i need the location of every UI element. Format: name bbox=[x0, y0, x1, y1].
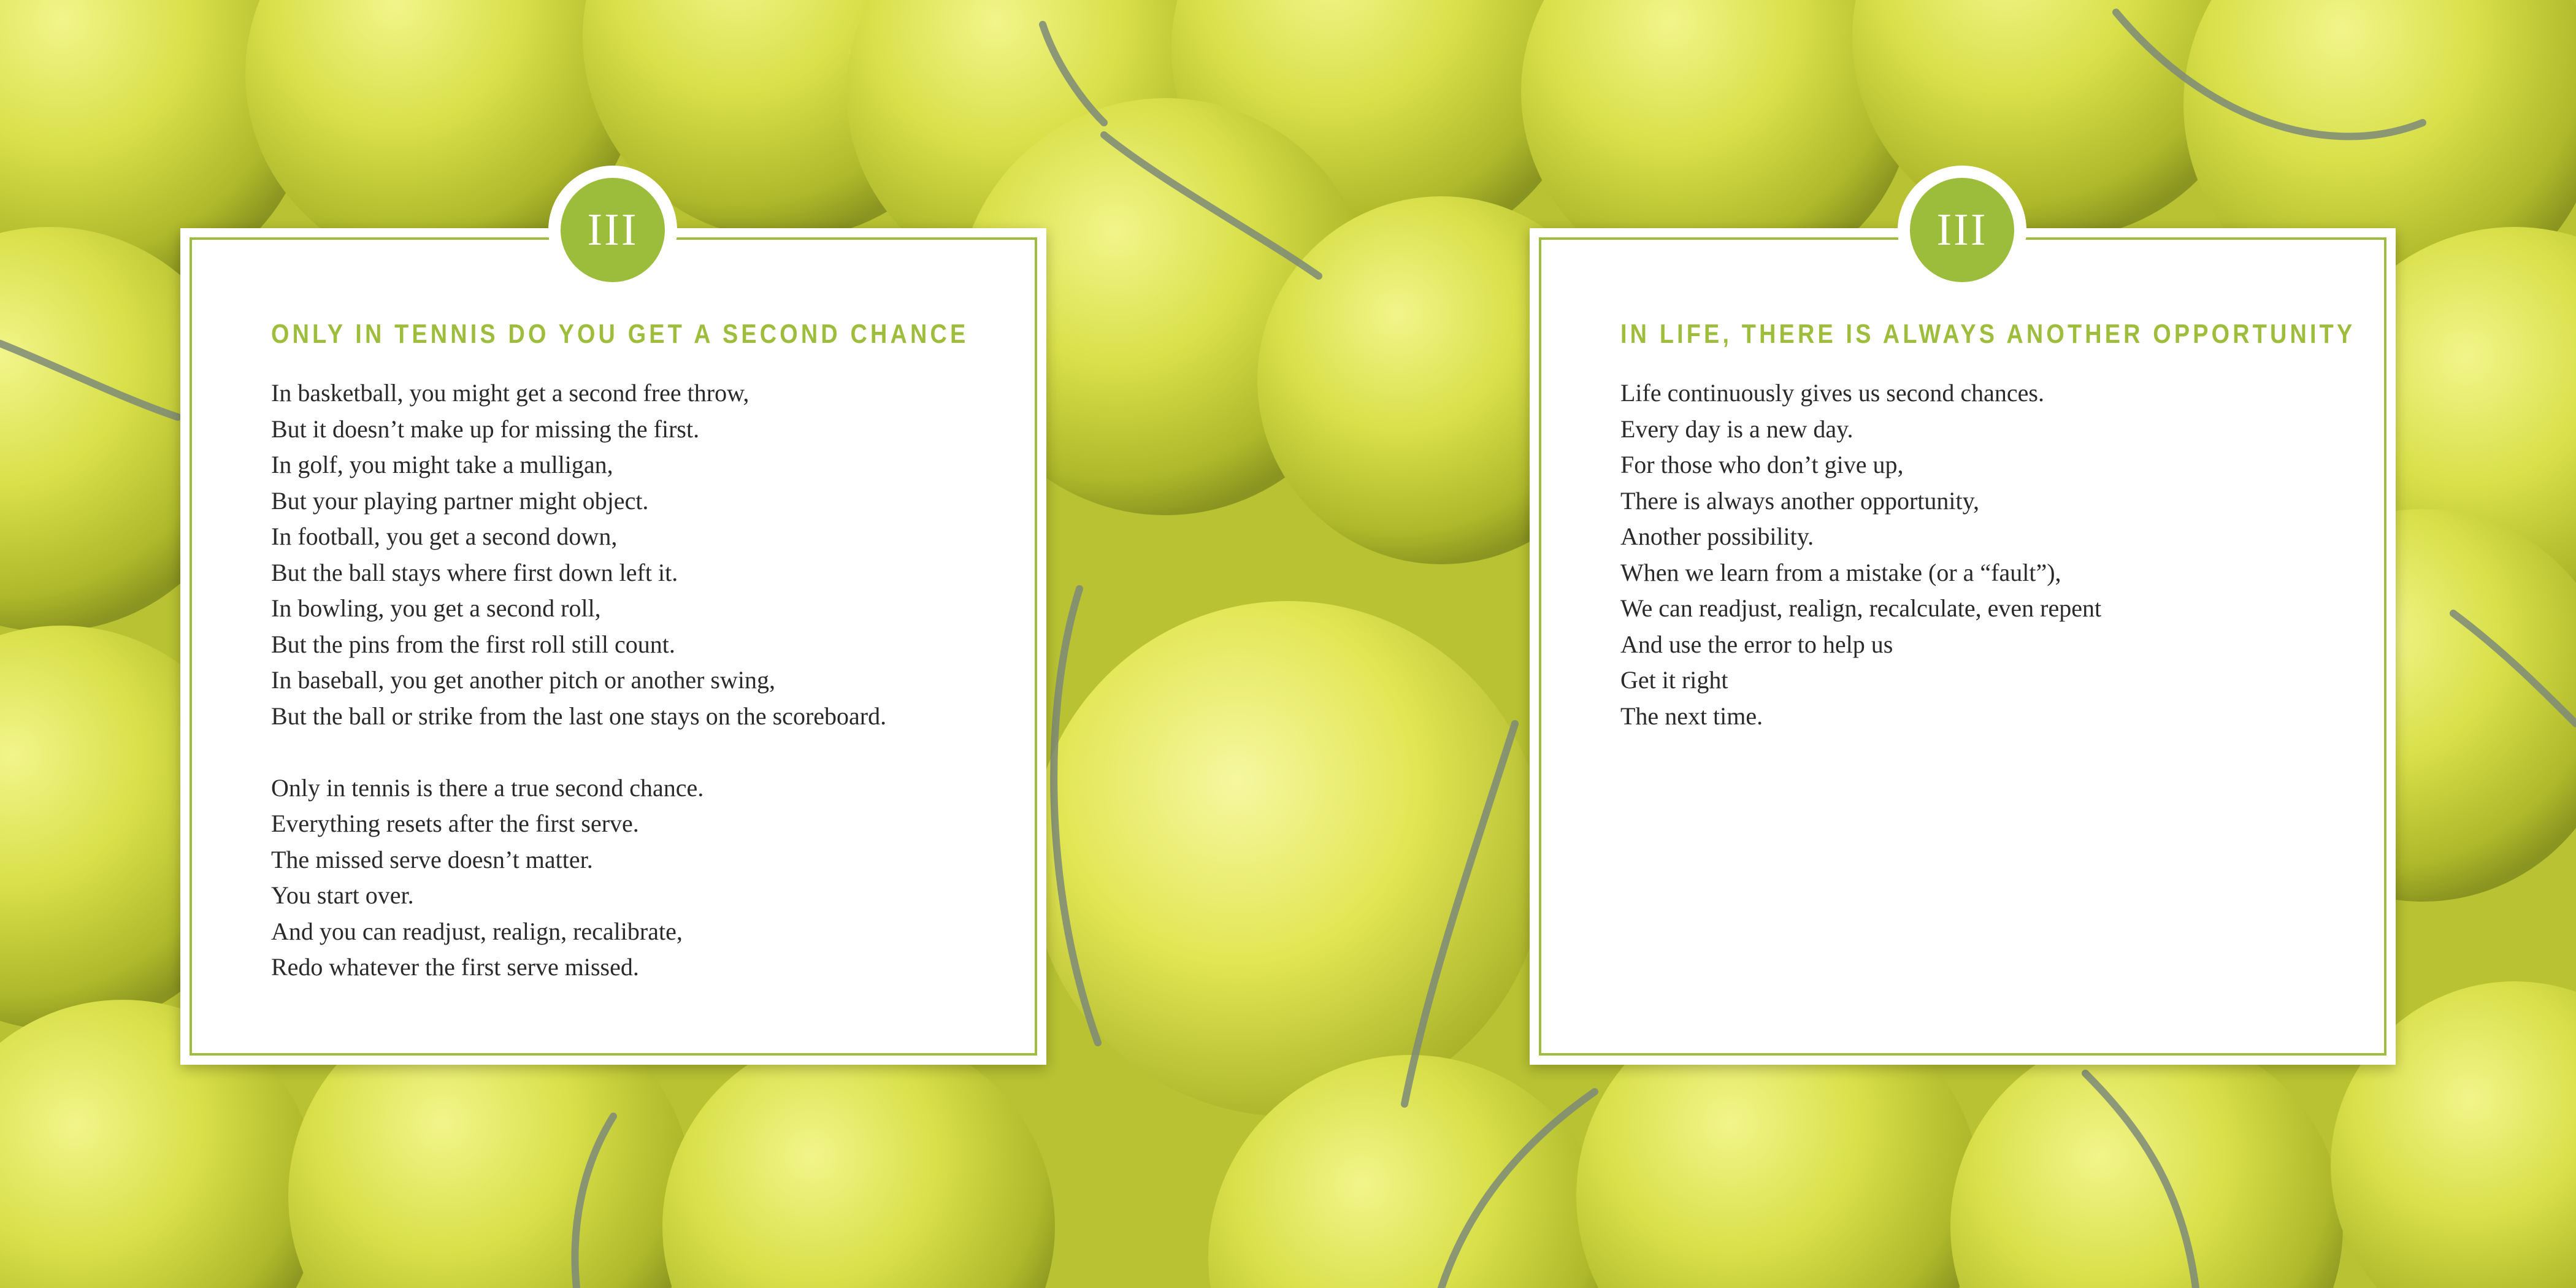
poem-line: But the pins from the first roll still count. bbox=[271, 630, 675, 658]
poem-line: We can readjust, realign, recalculate, even repent bbox=[1620, 594, 2102, 622]
poem-text bbox=[271, 375, 1019, 986]
poem-line: You start over. bbox=[271, 881, 414, 909]
poem-line: When we learn from a mistake (or a “fault”), bbox=[1620, 558, 2061, 586]
poem-line: Another possibility. bbox=[1620, 523, 1814, 550]
poem-line: The next time. bbox=[1620, 702, 1763, 730]
poem-line: In golf, you might take a mulligan, bbox=[271, 451, 613, 478]
poem-line: In bowling, you get a second roll, bbox=[271, 594, 601, 622]
poem-line: But the ball stays where first down left it. bbox=[271, 558, 678, 586]
right-card bbox=[1530, 204, 2396, 1065]
poem-line: In basketball, you might get a second free throw, bbox=[271, 379, 749, 407]
poem-line: But it doesn’t make up for missing the first. bbox=[271, 415, 700, 443]
poem-text bbox=[1620, 375, 2369, 734]
card-heading: ONLY IN TENNIS DO YOU GET A SECOND CHANCE bbox=[271, 319, 969, 349]
poem-line: But your playing partner might object. bbox=[271, 486, 649, 515]
poem-line: The missed serve doesn’t matter. bbox=[271, 845, 593, 873]
poem-line: But the ball or strike from the last one stays on the scoreboard. bbox=[271, 702, 887, 730]
card-heading: IN LIFE, THERE IS ALWAYS ANOTHER OPPORTUNITY bbox=[1620, 319, 2356, 349]
poem-line: In baseball, you get another pitch or another swing, bbox=[271, 666, 775, 694]
poem-line: Every day is a new day. bbox=[1620, 415, 1853, 443]
poem-line: Get it right bbox=[1620, 666, 1728, 694]
poem-line: And use the error to help us bbox=[1620, 630, 1893, 658]
roman-numeral-badge bbox=[1898, 166, 2026, 294]
badge-label: III bbox=[1910, 178, 2014, 282]
poem-line: For those who don’t give up, bbox=[1620, 451, 1904, 478]
poem-line: Life continuously gives us second chances. bbox=[1620, 379, 2044, 407]
poem-line: Only in tennis is there a true second chance. bbox=[271, 773, 704, 802]
left-card bbox=[180, 204, 1046, 1065]
roman-numeral-badge bbox=[548, 166, 677, 294]
stanza-gap bbox=[271, 734, 1019, 770]
badge-label: III bbox=[561, 178, 665, 282]
poem-line: And you can readjust, realign, recalibrate, bbox=[271, 917, 683, 945]
poem-line: In football, you get a second down, bbox=[271, 523, 618, 550]
poem-line: Redo whatever the first serve missed. bbox=[271, 953, 639, 981]
poem-line: Everything resets after the first serve. bbox=[271, 810, 639, 837]
poem-line: There is always another opportunity, bbox=[1620, 486, 1980, 515]
